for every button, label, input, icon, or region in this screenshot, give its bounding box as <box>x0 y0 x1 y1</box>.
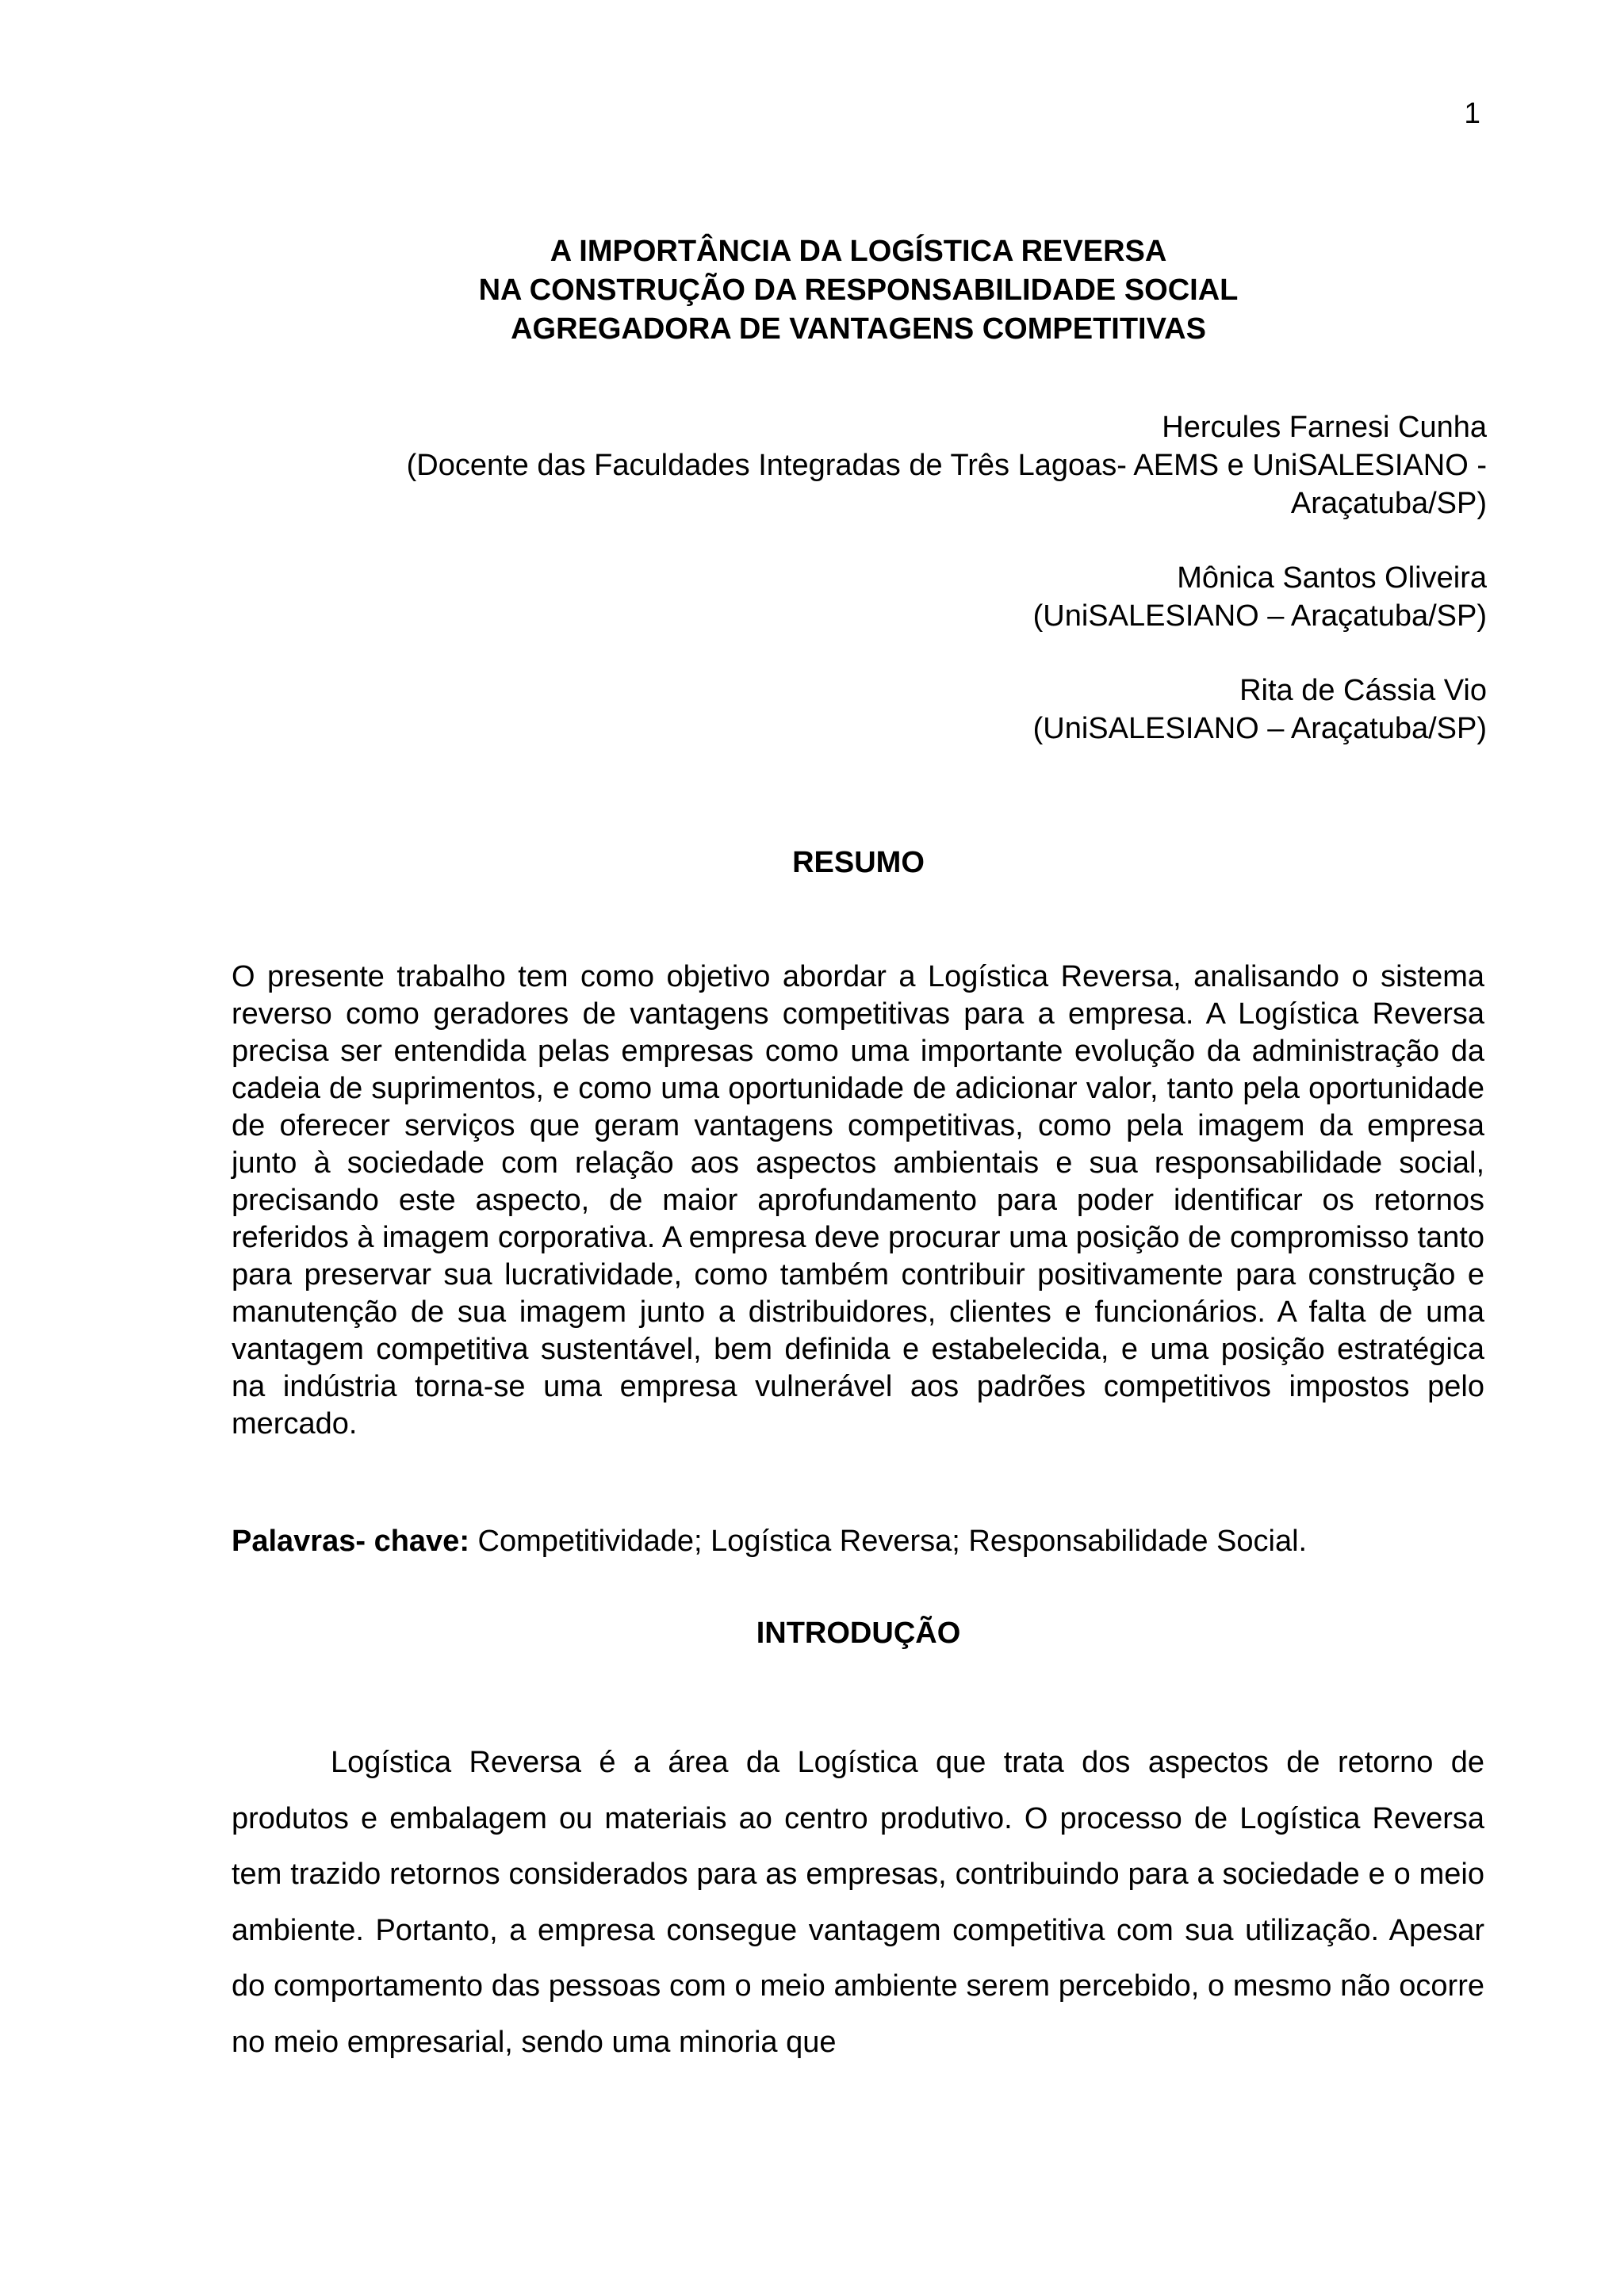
author-list <box>230 408 1487 784</box>
title-line: AGREGADORA DE VANTAGENS COMPETITIVAS <box>511 312 1206 346</box>
page-number: 1 <box>1464 97 1480 129</box>
title-line: A IMPORTÂNCIA DA LOGÍSTICA REVERSA <box>550 235 1167 268</box>
abstract-heading: RESUMO <box>792 846 925 879</box>
author-affiliation: (UniSALESIANO – Araçatuba/SP) <box>1032 712 1487 745</box>
author-affiliation: (Docente das Faculdades Integradas de Três Lagoas- AEMS e UniSALESIANO - <box>406 449 1487 482</box>
author-block <box>230 672 1487 748</box>
author-affiliation: (UniSALESIANO – Araçatuba/SP) <box>1032 599 1487 633</box>
introduction-text: Logística Reversa é a área da Logística que trata dos aspectos de retorno de produtos e embalagem ou materiais ao centro produtivo. O processo de Logística Reversa tem trazido retornos considerados para as empresas, contribuindo para a sociedade e o meio ambiente. Portanto, a empresa consegue vantagem competitiva com sua utilização. Apesar do comportamento das pessoas com o meio ambiente serem percebido, o mesmo não ocorre no meio empresarial, sendo uma minoria que <box>232 1746 1484 2059</box>
author-block <box>230 559 1487 635</box>
author-block <box>230 408 1487 522</box>
abstract-text: O presente trabalho tem como objetivo abordar a Logística Reversa, analisando o sistema reverso como geradores de vantagens competitivas para a empresa. A Logística Reversa precisa ser entendida pelas empresas como uma importante evolução da administração da cadeia de suprimentos, e como uma oportunidade de adicionar valor, tanto pela oportunidade de oferecer serviços que geram vantagens competitivas, como pela imagem da empresa junto à sociedade com relação aos aspectos ambientais e sua responsabilidade social, precisando este aspecto, de maior aprofundamento para poder identificar os retornos referidos à imagem corporativa. A empresa deve procurar uma posição de compromisso tanto para preservar sua lucratividade, como também contribuir positivamente para construção e manutenção de sua imagem junto a distribuidores, clientes e funcionários. A falta de uma vantagem competitiva sustentável, bem definida e estabelecida, e uma posição estratégica na indústria torna-se uma empresa vulnerável aos padrões competitivos impostos pelo mercado. <box>232 960 1484 1441</box>
keywords-label: Palavras- chave: <box>232 1525 469 1558</box>
keywords <box>232 1522 1484 1560</box>
author-affiliation: Araçatuba/SP) <box>1290 487 1487 520</box>
keywords-text: Competitividade; Logística Reversa; Responsabilidade Social. <box>469 1525 1308 1558</box>
author-name: Hercules Farnesi Cunha <box>1162 411 1487 444</box>
paper-title <box>230 232 1487 349</box>
introduction-heading: INTRODUÇÃO <box>756 1617 961 1650</box>
author-name: Rita de Cássia Vio <box>1239 674 1487 707</box>
title-line: NA CONSTRUÇÃO DA RESPONSABILIDADE SOCIAL <box>478 274 1239 307</box>
author-name: Mônica Santos Oliveira <box>1177 561 1487 595</box>
